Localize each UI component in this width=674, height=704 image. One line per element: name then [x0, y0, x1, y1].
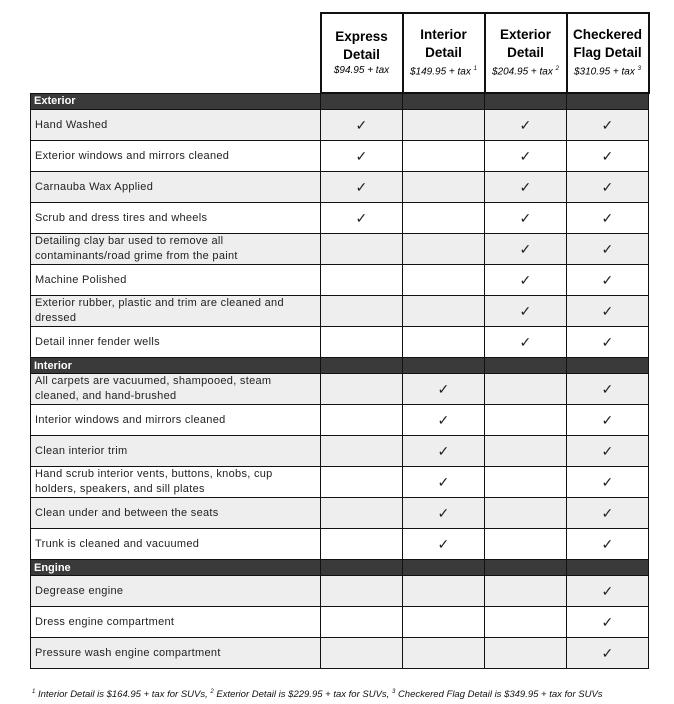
check-cell: [567, 296, 649, 327]
table-row: [31, 374, 649, 405]
section-header-row: [31, 93, 649, 110]
checkmark-icon: ✓: [437, 504, 450, 521]
check-cell: [485, 327, 567, 358]
check-cell: [567, 110, 649, 141]
price-text: $310.95 + tax: [573, 66, 635, 78]
check-cell: [567, 436, 649, 467]
feature-label: Trunk is cleaned and vacuumed: [31, 529, 321, 560]
column-header: [567, 13, 649, 93]
checkmark-icon: ✓: [601, 473, 614, 490]
feature-label: Exterior windows and mirrors cleaned: [31, 141, 321, 172]
column-header: [403, 13, 485, 93]
column-name: Interior Detail: [420, 27, 467, 61]
check-cell: [403, 498, 485, 529]
checkmark-icon: ✓: [437, 473, 450, 490]
column-name: Exterior Detail: [499, 27, 552, 61]
table-row: [31, 110, 649, 141]
checkmark-icon: ✓: [355, 116, 368, 133]
checkmark-icon: ✓: [601, 504, 614, 521]
checkmark-icon: ✓: [437, 442, 450, 459]
section-title: Exterior: [31, 93, 321, 110]
check-cell: [567, 374, 649, 405]
check-cell: [485, 203, 567, 234]
footnote-mark: 3: [637, 66, 641, 73]
check-cell: [485, 234, 567, 265]
checkmark-icon: ✓: [601, 178, 614, 195]
feature-label: Detail inner fender wells: [31, 327, 321, 358]
checkmark-icon: ✓: [601, 209, 614, 226]
checkmark-icon: ✓: [355, 147, 368, 164]
table-row: [31, 607, 649, 638]
checkmark-icon: ✓: [601, 333, 614, 350]
section-cell: [485, 560, 567, 576]
section-cell: [567, 560, 649, 576]
check-cell: [567, 529, 649, 560]
check-cell: [485, 467, 567, 498]
check-cell: [403, 529, 485, 560]
checkmark-icon: ✓: [437, 535, 450, 552]
checkmark-icon: ✓: [355, 178, 368, 195]
table-row: [31, 529, 649, 560]
check-cell: [567, 576, 649, 607]
feature-label: Clean under and between the seats: [31, 498, 321, 529]
check-cell: [485, 265, 567, 296]
price-text: $204.95 + tax: [491, 66, 553, 78]
check-cell: [403, 265, 485, 296]
check-cell: [321, 607, 403, 638]
pricing-comparison-table: [30, 12, 650, 669]
check-cell: [321, 467, 403, 498]
check-cell: [567, 638, 649, 669]
footnote-mark: 1: [32, 689, 36, 695]
check-cell: [567, 265, 649, 296]
checkmark-icon: ✓: [437, 380, 450, 397]
check-cell: [567, 141, 649, 172]
check-cell: [403, 467, 485, 498]
footnote-text: Exterior Detail is $229.95 + tax for SUVs,: [216, 689, 390, 701]
check-cell: [321, 296, 403, 327]
header-row: [31, 13, 649, 93]
table-row: [31, 172, 649, 203]
check-cell: [321, 203, 403, 234]
section-cell: [321, 560, 403, 576]
check-cell: [403, 374, 485, 405]
check-cell: [567, 203, 649, 234]
check-cell: [485, 296, 567, 327]
checkmark-icon: ✓: [601, 644, 614, 661]
table-row: [31, 498, 649, 529]
column-header: [321, 13, 403, 93]
footnote-mark: 1: [473, 66, 477, 73]
check-cell: [485, 374, 567, 405]
check-cell: [403, 296, 485, 327]
check-cell: [567, 498, 649, 529]
checkmark-icon: ✓: [519, 302, 532, 319]
section-cell: [485, 358, 567, 374]
section-cell: [567, 358, 649, 374]
checkmark-icon: ✓: [601, 147, 614, 164]
section-title: Engine: [31, 560, 321, 576]
check-cell: [403, 203, 485, 234]
table-row: [31, 234, 649, 265]
column-name: Checkered Flag Detail: [572, 27, 643, 61]
table-row: [31, 436, 649, 467]
table-row: [31, 405, 649, 436]
column-price: [404, 62, 484, 79]
column-name: Express Detail: [335, 29, 388, 62]
section-cell: [321, 93, 403, 110]
checkmark-icon: ✓: [601, 240, 614, 257]
feature-label: Detailing clay bar used to remove all contaminants/road grime from the paint: [31, 234, 321, 265]
check-cell: [403, 141, 485, 172]
checkmark-icon: ✓: [437, 411, 450, 428]
check-cell: [567, 607, 649, 638]
feature-label: Hand scrub interior vents, buttons, knobs, cup holders, speakers, and sill plates: [31, 467, 321, 498]
column-price: [486, 62, 566, 79]
section-cell: [403, 358, 485, 374]
check-cell: [485, 405, 567, 436]
check-cell: [321, 498, 403, 529]
check-cell: [321, 172, 403, 203]
check-cell: [403, 234, 485, 265]
feature-label: Interior windows and mirrors cleaned: [31, 405, 321, 436]
checkmark-icon: ✓: [601, 535, 614, 552]
section-header-row: [31, 358, 649, 374]
check-cell: [403, 576, 485, 607]
check-cell: [485, 607, 567, 638]
check-cell: [321, 141, 403, 172]
feature-label: Hand Washed: [31, 110, 321, 141]
check-cell: [321, 327, 403, 358]
feature-label: Exterior rubber, plastic and trim are cleaned and dressed: [31, 296, 321, 327]
table-row: [31, 576, 649, 607]
checkmark-icon: ✓: [601, 271, 614, 288]
header-blank: [31, 13, 321, 93]
checkmark-icon: ✓: [519, 271, 532, 288]
price-text: $149.95 + tax: [409, 66, 471, 78]
check-cell: [567, 234, 649, 265]
footnote-text: Checkered Flag Detail is $349.95 + tax for SUVs: [397, 689, 603, 701]
feature-label: Degrease engine: [31, 576, 321, 607]
checkmark-icon: ✓: [601, 116, 614, 133]
check-cell: [403, 607, 485, 638]
checkmark-icon: ✓: [519, 209, 532, 226]
section-cell: [321, 358, 403, 374]
check-cell: [485, 141, 567, 172]
check-cell: [485, 436, 567, 467]
check-cell: [485, 498, 567, 529]
check-cell: [567, 405, 649, 436]
check-cell: [321, 436, 403, 467]
column-price: [568, 62, 648, 79]
section-cell: [567, 93, 649, 110]
checkmark-icon: ✓: [601, 302, 614, 319]
check-cell: [485, 529, 567, 560]
checkmark-icon: ✓: [601, 613, 614, 630]
feature-label: Dress engine compartment: [31, 607, 321, 638]
check-cell: [321, 529, 403, 560]
check-cell: [485, 638, 567, 669]
table-row: [31, 467, 649, 498]
check-cell: [321, 265, 403, 296]
section-cell: [403, 560, 485, 576]
checkmark-icon: ✓: [601, 442, 614, 459]
check-cell: [321, 405, 403, 436]
check-cell: [403, 638, 485, 669]
price-text: $94.95 + tax: [333, 65, 390, 76]
feature-label: Pressure wash engine compartment: [31, 638, 321, 669]
table-row: [31, 296, 649, 327]
table-row: [31, 203, 649, 234]
footnote-mark: 3: [391, 689, 396, 695]
check-cell: [321, 234, 403, 265]
column-price: [322, 64, 402, 78]
feature-label: Carnauba Wax Applied: [31, 172, 321, 203]
checkmark-icon: ✓: [601, 582, 614, 599]
check-cell: [403, 172, 485, 203]
checkmark-icon: ✓: [601, 411, 614, 428]
section-cell: [403, 93, 485, 110]
section-header-row: [31, 560, 649, 576]
check-cell: [321, 638, 403, 669]
table-row: [31, 638, 649, 669]
check-cell: [567, 172, 649, 203]
checkmark-icon: ✓: [519, 178, 532, 195]
check-cell: [403, 405, 485, 436]
table-row: [31, 327, 649, 358]
footnotes: [32, 689, 603, 700]
table-row: [31, 265, 649, 296]
check-cell: [485, 576, 567, 607]
footnote-mark: 2: [210, 689, 214, 695]
check-cell: [567, 467, 649, 498]
check-cell: [403, 436, 485, 467]
section-cell: [485, 93, 567, 110]
column-header: [485, 13, 567, 93]
check-cell: [567, 327, 649, 358]
check-cell: [485, 110, 567, 141]
check-cell: [321, 374, 403, 405]
checkmark-icon: ✓: [355, 209, 368, 226]
checkmark-icon: ✓: [519, 147, 532, 164]
section-title: Interior: [31, 358, 321, 374]
check-cell: [403, 327, 485, 358]
checkmark-icon: ✓: [601, 380, 614, 397]
table-row: [31, 141, 649, 172]
feature-label: All carpets are vacuumed, shampooed, steam cleaned, and hand-brushed: [31, 374, 321, 405]
footnote-text: Interior Detail is $164.95 + tax for SUVs,: [37, 689, 208, 701]
checkmark-icon: ✓: [519, 116, 532, 133]
checkmark-icon: ✓: [519, 333, 532, 350]
feature-label: Scrub and dress tires and wheels: [31, 203, 321, 234]
check-cell: [403, 110, 485, 141]
feature-label: Clean interior trim: [31, 436, 321, 467]
check-cell: [321, 110, 403, 141]
feature-label: Machine Polished: [31, 265, 321, 296]
check-cell: [321, 576, 403, 607]
check-cell: [485, 172, 567, 203]
checkmark-icon: ✓: [519, 240, 532, 257]
footnote-mark: 2: [555, 66, 559, 73]
